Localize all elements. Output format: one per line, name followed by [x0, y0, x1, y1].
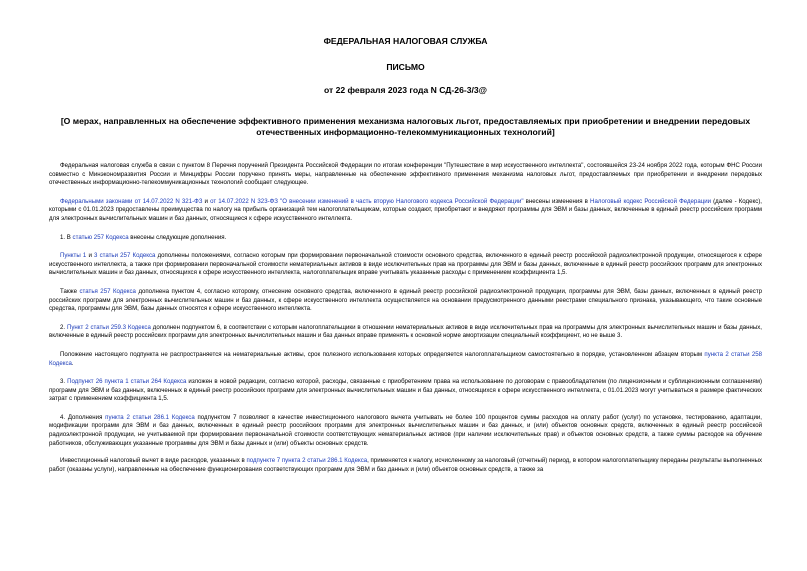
link-subpoint-7-article-286-1[interactable]: подпункте 7 пункта 2 статьи 286.1 Кодекса	[246, 457, 368, 465]
link-article-257-b[interactable]: статья 257 Кодекса	[79, 287, 136, 295]
paragraph-intro: Федеральная налоговая служба в связи с пунктом 8 Перечня поручений Президента Российской Федерации по итогам конференции "Путешествие в мир искусственного интеллекта", состоявшейся 23-24 ноября 2022 года, которым ФНС России совместно с Минэкономразвития России и Минцифры России поручено принять меры, направленные на обеспечение эффективного применения механизма налоговых льгот, предоставляемых при приобретении и внедрении передовых отечественных информационно-телекоммуникационных технологий сообщает следующее.	[49, 162, 762, 187]
paragraph-federal-laws: Федеральными законами от 14.07.2022 N 321-ФЗ и от 14.07.2022 N 323-ФЗ "О внесении изменений в часть вторую Налогового кодекса Российской Федерации" внесены изменения в Налоговый кодекс Российской Федерации (далее - Кодекс), которыми с 01.01.2023 предоставлены преимущества по налогу на прибыль организаций тем налогоплательщикам, которые создают, приобретают и внедряют программы для ЭВМ и базы данных, включенные в единый реестр российских программ для электронных вычислительных машин и баз данных, относящиеся к сфере искусственного интеллекта.	[49, 197, 762, 222]
paragraph-exception: Положение настоящего подпункта не распространяется на нематериальные активы, срок полезного использования которых определяется налогоплательщиком самостоятельно в порядке, установленном абзацем вторым пункта 2 статьи 258 Кодекса.	[49, 350, 763, 367]
link-law-321[interactable]: Федеральными законами от 14.07.2022 N 321-ФЗ	[60, 197, 203, 205]
link-article-257[interactable]: статью 257 Кодекса	[72, 233, 129, 241]
link-tax-code[interactable]: Налоговый кодекс Российской Федерации	[590, 197, 712, 205]
link-article-258[interactable]: пункта 2 статьи 258 Кодекса	[49, 350, 763, 367]
link-law-323[interactable]: от 14.07.2022 N 323-ФЗ "О внесении изменений в часть вторую Налогового кодекса Российской Федерации"	[210, 197, 524, 205]
document-title: [О мерах, направленных на обеспечение эффективного применения механизма налоговых льгот, предоставляемых при приобретении и внедрении передовых отечественных информационно-телекоммуникационных технологий]	[60, 116, 751, 137]
link-point-3-article-257[interactable]: 3 статьи 257 Кодекса	[94, 252, 156, 260]
link-article-259-3[interactable]: Пункт 2 статьи 259.3 Кодекса	[66, 323, 151, 331]
paragraph-item-4: 4. Дополнения пункта 2 статьи 286.1 Кодекса подпунктом 7 позволяют в качестве инвестиционного налогового вычета учитывать не более 100 процентов суммы расходов на оплату работ (услуг) по установке, тестированию, адаптации, модификации программ для ЭВМ и баз данных, включенных в единый реестр российских программ для электронных вычислительных машин и баз данных, и (или) объектов основных средств, включенных в единый реестр российской радиоэлектронной продукции, не учитываемой при формировании первоначальной стоимости соответствующих нематериальных активов (при наличии исключительных прав) и объектов основных средств, а также суммы расходов на обучение работников, обслуживающих указанные программы для ЭВМ и базы данных и (или) объекты основных средств.	[49, 413, 762, 447]
link-article-264[interactable]: Подпункт 26 пункта 1 статьи 264 Кодекса	[67, 378, 187, 386]
paragraph-points-1-3: Пункты 1 и 3 статьи 257 Кодекса дополнены положениями, согласно которым при формировании первоначальной стоимости основного средства, включенного в единый реестр российской радиоэлектронной продукции, относящегося к сфере искусственного интеллекта, а также при формировании первоначальной стоимости нематериальных активов в виде исключительных прав на программы для ЭВМ и базы данных, включенные в единый реестр российских программ для электронных вычислительных машин и баз данных, относящихся к сфере искусственного интеллекта, налогоплательщик вправе учитывать указанные расходы с применением коэффициента 1,5.	[49, 252, 762, 277]
link-article-286-1[interactable]: пункта 2 статьи 286.1 Кодекса	[105, 413, 195, 421]
paragraph-investment-deduction: Инвестиционный налоговый вычет в виде расходов, указанных в подпункте 7 пункта 2 статьи 286.1 Кодекса, применяется к налогу, исчисленному за налоговый (отчетный) период, в котором налогоплательщику переданы результаты выполненных работ (оказаны услуги), направленные на обеспечение функционирования соответствующих программ для ЭВМ и баз данных и (или) объектов основных средств, а также за	[49, 457, 762, 473]
paragraph-item-1: 1. В статью 257 Кодекса внесены следующие дополнения.	[60, 233, 227, 241]
agency-heading: ФЕДЕРАЛЬНАЯ НАЛОГОВАЯ СЛУЖБА	[323, 36, 488, 46]
paragraph-article-257-point-4: Также статья 257 Кодекса дополнена пунктом 4, согласно которому, отнесение основного средства, включенного в единый реестр российской радиоэлектронной продукции, программы для ЭВМ, базы данных, включенных в единый реестр российских программ для электронных вычислительных машин и баз данных, к сфере искусственного интеллекта осуществляется на основании предусмотренного данными реестрами специального признака, указывающего, что такие основные средства, программы для ЭВМ, базы данных относятся к сфере искусственного интеллекта.	[49, 287, 762, 313]
paragraph-item-2: 2. Пункт 2 статьи 259.3 Кодекса дополнен подпунктом 6, в соответствии с которым налогоплательщики в отношении нематериальных активов в виде исключительных прав на программы для электронных вычислительных машин и базы данных, включенные в единый реестр российских программ для электронных вычислительных машин и баз данных вправе применять к основной норме амортизации специальный коэффициент, но не выше 3.	[49, 323, 762, 340]
paragraph-item-3: 3. Подпункт 26 пункта 1 статьи 264 Кодекса изложен в новой редакции, согласно которой, расходы, связанные с приобретением права на использование по договорам с правообладателем (по лицензионным и сублицензионным соглашениям) программ для ЭВМ и баз данных, включенных в единый реестр российских программ для электронных вычислительных машин и баз данных, относящихся к сфере искусственного интеллекта, с 01.01.2023 могут учитываться в размере фактических затрат с применением коэффициента 1,5.	[49, 378, 762, 403]
document-date-number: от 22 февраля 2023 года N СД-26-3/3@	[323, 85, 488, 95]
link-points-1[interactable]: Пункты 1	[60, 252, 87, 260]
document-type-heading: ПИСЬМО	[386, 62, 425, 72]
